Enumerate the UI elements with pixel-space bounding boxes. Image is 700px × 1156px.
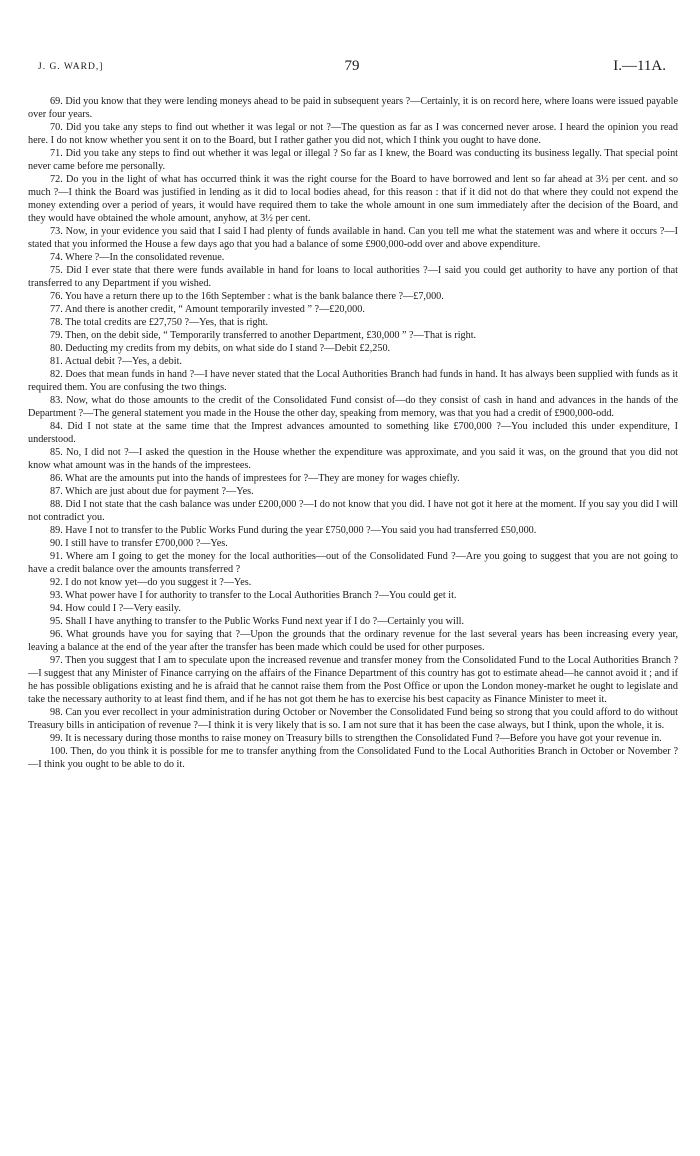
question-75: 75. Did I ever state that there were funds available in hand for loans to local authorities ?—I said you could get authority to have any portion of that transferred to any Department if you wished. (28, 265, 678, 289)
question-82: 82. Does that mean funds in hand ?—I have never stated that the Local Authorities Branch had funds in hand. It has always been supplied with funds as it required them. You are confusing the two things. (28, 369, 678, 393)
question-81: 81. Actual debit ?—Yes, a debit. (50, 356, 182, 367)
question-99: 99. It is necessary during those months to raise money on Treasury bills to strengthen the Consolidated Fund ?—Before you have got your revenue in. (50, 733, 662, 744)
page-header (38, 60, 666, 80)
question-79: 79. Then, on the debit side, “ Temporarily transferred to another Department, £30,000 ” ?—That is right. (50, 330, 477, 341)
question-96: 96. What grounds have you for saying that ?—Upon the grounds that the ordinary revenue for the last several years has been increasing every year, leaving a balance at the end of the year after the transfer has been made which could be used for other purposes. (28, 629, 678, 653)
question-94: 94. How could I ?—Very easily. (50, 603, 181, 614)
question-80: 80. Deducting my credits from my debits, on what side do I stand ?—Debit £2,250. (50, 343, 391, 354)
question-93: 93. What power have I for authority to transfer to the Local Authorities Branch ?—You could get it. (50, 590, 457, 601)
question-72: 72. Do you in the light of what has occurred think it was the right course for the Board to have borrowed and lent so far ahead at 3½ per cent. and so much ?—I think the Board was justified in lending as it did to local bodies ahead, for this reason : that if it did not do that where they could not expend the money extending over a period of years, it would have required them to take the whole amount in one sum immediately after the decision of the Board, and they would have obtained the whole amount, anyhow, at 3½ per cent. (28, 174, 678, 224)
question-84: 84. Did I not state at the same time that the Imprest advances amounted to something like £700,000 ?—You included this under expenditure, I understood. (28, 421, 678, 445)
question-78: 78. The total credits are £27,750 ?—Yes, that is right. (50, 317, 269, 328)
question-95: 95. Shall I have anything to transfer to the Public Works Fund next year if I do ?—Certainly you will. (50, 616, 465, 627)
question-89: 89. Have I not to transfer to the Public Works Fund during the year £750,000 ?—You said you had transferred £50,000. (50, 525, 537, 536)
question-100: 100. Then, do you think it is possible for me to transfer anything from the Consolidated Fund to the Local Authorities Branch in October or November ?—I think you ought to be able to do it. (28, 746, 678, 770)
question-83: 83. Now, what do those amounts to the credit of the Consolidated Fund consist of—do they consist of cash in hand and advances in the hands of the Department ?—The general statement you made in the House the other day, speaking from memory, was that you had a credit of £900,000-odd. (28, 395, 678, 419)
question-91: 91. Where am I going to get the money for the local authorities—out of the Consolidated Fund ?—Are you going to suggest that you are not going to have a credit balance over the amounts transferred ? (28, 551, 678, 575)
question-85: 85. No, I did not ?—I asked the question in the House whether the expenditure was approximate, and you said it was, on the ground that you did not know what amount was in the hands of the imprestees. (28, 447, 678, 471)
document-reference: I.—11A. (613, 58, 666, 74)
question-88: 88. Did I not state that the cash balance was under £200,000 ?—I do not know that you did. I have not got it here at the moment. If you say you did I will not contradict you. (28, 499, 678, 523)
page-number: 79 (344, 58, 360, 74)
evidence-text (28, 95, 678, 771)
question-70: 70. Did you take any steps to find out whether it was legal or not ?—The question as far as I was concerned never arose. I heard the opinion you read here. I do not know whether you sent it on to the Board, but I rather gather you did not, which I think you ought to have done. (28, 122, 678, 146)
question-73: 73. Now, in your evidence you said that I said I had plenty of funds available in hand. Can you tell me what the statement was and where it occurs ?—I stated that you informed the House a few days ago that you had a balance of some £900,000-odd over and above expenditure. (28, 226, 678, 250)
question-77: 77. And there is another credit, “ Amount temporarily invested ” ?—£20,000. (50, 304, 365, 315)
question-76: 76. You have a return there up to the 16th September : what is the bank balance there ?—£7,000. (50, 291, 444, 302)
question-71: 71. Did you take any steps to find out whether it was legal or illegal ? So far as I knew, the Board was conducting its business legally. That special point never came before me personally. (28, 148, 678, 172)
question-74: 74. Where ?—In the consolidated revenue. (50, 252, 225, 263)
question-97: 97. Then you suggest that I am to speculate upon the increased revenue and transfer money from the Consolidated Fund to the Local Authorities Branch ?—I suggest that any Minister of Finance carrying on the affairs of the Finance Department of this country has got to estimate ahead—he cannot avoid it ; and if he has possible obligations existing and he is afraid that he cannot raise them from the Post Office or upon the London money-market he ought to legislate and take the necessary authority to at least find them, and if he has not got them he has to exercise his best capacity as Finance Minister to meet it. (28, 655, 678, 705)
question-87: 87. Which are just about due for payment ?—Yes. (50, 486, 254, 497)
question-92: 92. I do not know yet—do you suggest it ?—Yes. (50, 577, 252, 588)
question-69: 69. Did you know that they were lending moneys ahead to be paid in subsequent years ?—Certainly, it is on record here, where loans were issued payable over four years. (28, 96, 678, 120)
header-witness-name: J. G. WARD,] (38, 62, 104, 72)
question-86: 86. What are the amounts put into the hands of imprestees for ?—They are money for wages chiefly. (50, 473, 460, 484)
question-98: 98. Can you ever recollect in your administration during October or November the Consolidated Fund being so strong that you could afford to do without Treasury bills in anticipation of revenue ?—I think it is very likely that is so. I am not sure that it has been the case always, but I think, upon the whole, it is. (28, 707, 678, 731)
question-90: 90. I still have to transfer £700,000 ?—Yes. (50, 538, 228, 549)
